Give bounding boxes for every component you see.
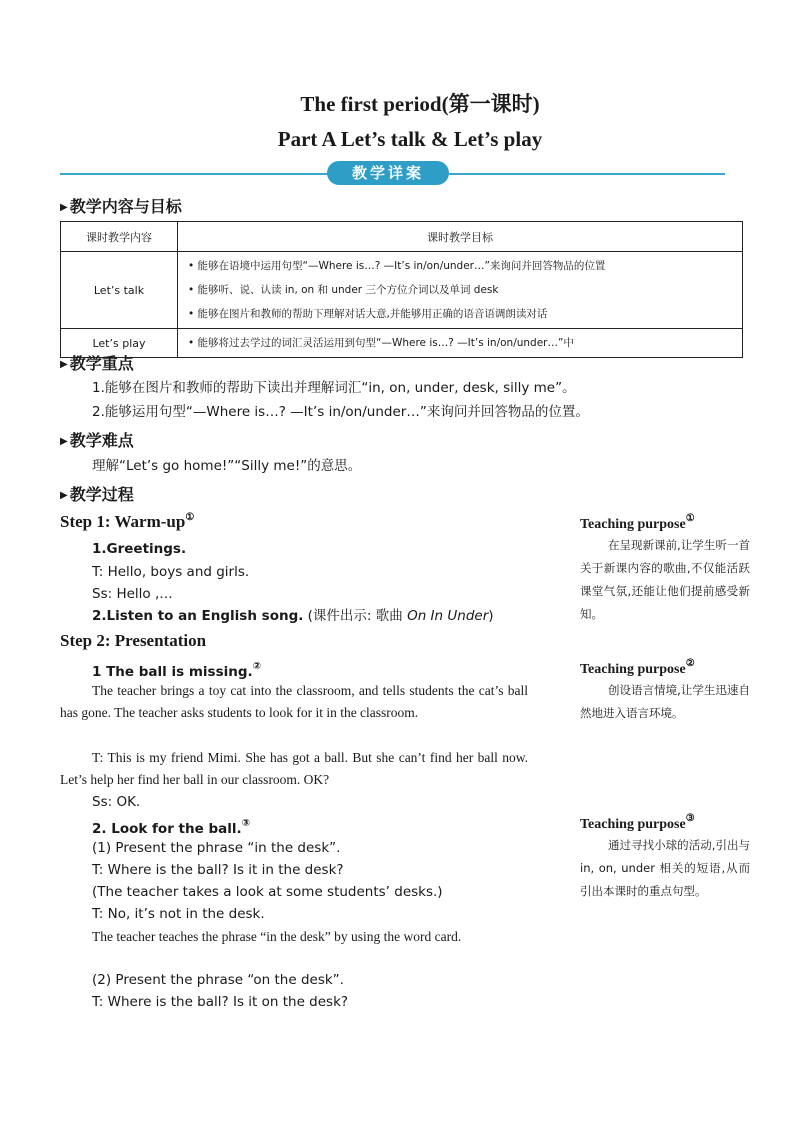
dialogue-line: T: No, it’s not in the desk. (92, 906, 265, 922)
section-banner: 教学详案 (327, 161, 449, 185)
footnote-mark: ① (185, 512, 195, 523)
triangle-icon: ▶ (60, 359, 68, 370)
step2-subheading: 2. Look for the ball.③ (92, 818, 251, 837)
text-line: (2) Present the phrase “on the desk”. (92, 972, 344, 988)
table-cell-content: Let’s talk (61, 252, 178, 329)
dialogue-line: T: Hello, boys and girls. (92, 564, 250, 580)
footnote-mark: ② (685, 658, 695, 669)
teaching-purpose-text: 通过寻找小球的活动,引出与 in, on, under 相关的短语,从而引出本课时的重点句型。 (580, 838, 750, 898)
divider-left (60, 173, 328, 175)
step1-listen: 2.Listen to an English song. (课件出示: 歌曲 On In Under) (92, 608, 494, 624)
goal-item: • 能够听、说、认读 in, on 和 under 三个方位介词以及单词 desk (188, 284, 499, 296)
table-cell-goals (178, 252, 743, 329)
step1-greetings: 1.Greetings. (92, 541, 187, 557)
section-heading-process: ▶ 教学过程 (60, 485, 134, 504)
teaching-purpose-title: Teaching purpose③ (580, 813, 695, 832)
dialogue-line: T: Where is the ball? Is it on the desk? (92, 994, 349, 1010)
page-title: The first period(第一课时) (300, 92, 540, 116)
table-row (61, 252, 743, 329)
table-header-content: 课时教学内容 (61, 222, 178, 252)
triangle-icon: ▶ (60, 202, 68, 213)
footnote-mark: ③ (685, 813, 695, 824)
step2-title: Step 2: Presentation (60, 631, 207, 650)
key-point-item: 1.能够在图片和教师的帮助下读出并理解词汇“in, on, under, desk, silly me”。 (92, 380, 576, 396)
teaching-purpose-title: Teaching purpose② (580, 658, 695, 677)
objectives-table (60, 221, 743, 358)
section-heading-key-points: ▶ 教学重点 (60, 354, 134, 373)
footnote-mark: ② (252, 661, 262, 672)
triangle-icon: ▶ (60, 436, 68, 447)
goal-item: • 能够在语境中运用句型“—Where is…? —It’s in/on/under…”来询问并回答物品的位置 (188, 260, 606, 272)
table-cell-goals (178, 329, 743, 358)
triangle-icon: ▶ (60, 490, 68, 501)
difficulty-text: 理解“Let’s go home!”“Silly me!”的意思。 (92, 458, 362, 474)
step1-title: Step 1: Warm-up① (60, 512, 195, 531)
teaching-purpose-text: 在呈现新课前,让学生听一首关于新课内容的歌曲,不仅能活跃课堂气氛,还能让他们提前感受新知。 (580, 538, 750, 621)
divider-right (449, 173, 725, 175)
teaching-purpose-text: 创设语言情境,让学生迅速自然地进入语言环境。 (580, 683, 750, 720)
teaching-purpose-title: Teaching purpose① (580, 513, 695, 532)
dialogue-line: Ss: OK. (92, 794, 141, 810)
table-cell-content: Let’s play (61, 329, 178, 358)
paragraph: The teacher teaches the phrase “in the desk” by using the word card. (92, 929, 462, 944)
table-header-goals: 课时教学目标 (178, 222, 743, 252)
footnote-mark: ① (685, 513, 695, 524)
section-heading-difficulties: ▶ 教学难点 (60, 431, 134, 450)
table-header-row (61, 222, 743, 252)
dialogue-line: Ss: Hello ,… (92, 586, 173, 602)
page-subtitle: Part A Let’s talk & Let’s play (277, 127, 543, 151)
footnote-mark: ③ (241, 818, 251, 829)
text-line: (The teacher takes a look at some students’ desks.) (92, 884, 443, 900)
paragraph: T: This is my friend Mimi. She has got a ball. But she can’t find her ball now. Let’s help her find her ball in our classroom. OK? (60, 750, 528, 787)
table-row (61, 329, 743, 358)
section-heading-content-goals: ▶ 教学内容与目标 (60, 197, 182, 216)
goal-item: • 能够将过去学过的词汇灵活运用到句型“—Where is…? —It’s in/on/under…”中 (188, 337, 574, 349)
goal-item: • 能够在图片和教师的帮助下理解对话大意,并能够用正确的语音语调朗读对话 (188, 308, 548, 320)
dialogue-line: T: Where is the ball? Is it in the desk? (92, 862, 344, 878)
text-line: (1) Present the phrase “in the desk”. (92, 840, 341, 856)
step2-subheading: 1 The ball is missing.② (92, 661, 262, 680)
paragraph: The teacher brings a toy cat into the classroom, and tells students the cat’s ball has gone. The teacher asks students to look for it in the classroom. (60, 683, 528, 720)
key-point-item: 2.能够运用句型“—Where is…? —It’s in/on/under…”来询问并回答物品的位置。 (92, 404, 589, 420)
